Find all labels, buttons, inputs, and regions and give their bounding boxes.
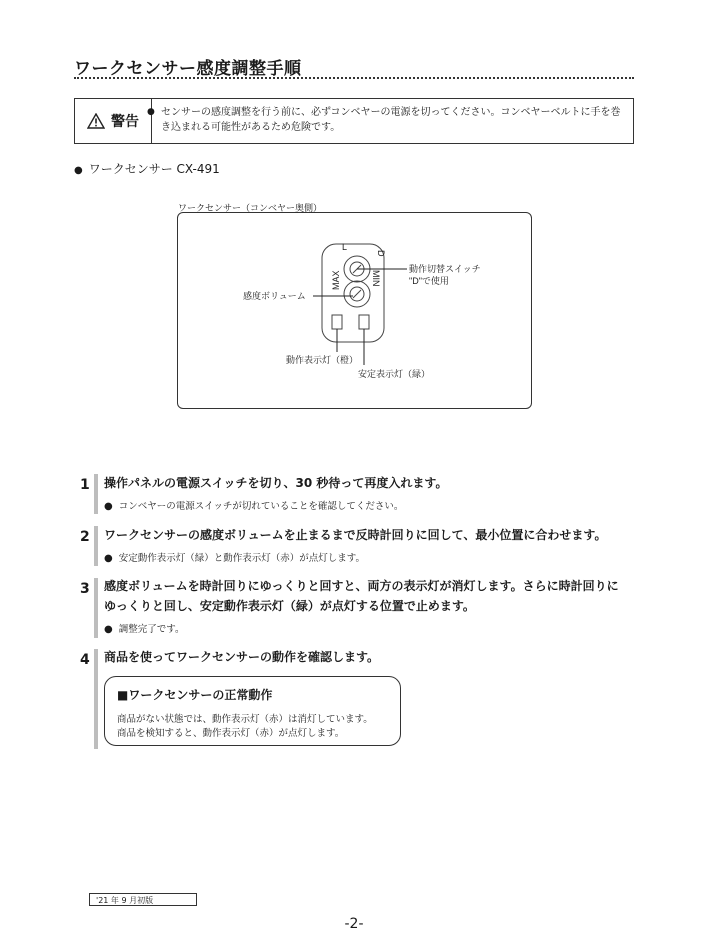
warning-label-cell — [75, 99, 152, 143]
warning-triangle-icon — [87, 113, 105, 129]
step-3-text-line-1: 感度ボリュームを時計回りにゆっくりと回すと、両方の表示灯が消灯します。さらに時計回りに — [104, 579, 619, 593]
normal-operation-line-1: 商品がない状態では、動作表示灯（赤）は消灯しています。 — [117, 714, 373, 725]
volume-label: 感度ボリューム — [243, 291, 306, 301]
label-min: MIN — [371, 270, 381, 287]
step-3-note-line — [104, 621, 184, 635]
warning-label: 警告 — [111, 114, 139, 130]
label-l: L — [342, 242, 348, 252]
page-number: -2- — [344, 916, 364, 932]
step-1-number: 1 — [80, 477, 90, 493]
step-4-bar — [94, 649, 98, 749]
step-1-text: 操作パネルの電源スイッチを切り、30 秒待って再度入れます。 — [104, 476, 448, 490]
label-d: D — [376, 250, 386, 257]
sensor-diagram — [177, 212, 532, 409]
switch-label-1: 動作切替スイッチ — [409, 264, 481, 274]
op-lamp — [332, 315, 342, 329]
normal-operation-title: ■ワークセンサーの正常動作 — [117, 688, 273, 702]
label-max: MAX — [331, 270, 341, 290]
switch-label-2: "D"で使用 — [409, 276, 449, 286]
diagram-caption: ワークセンサー（コンベヤー奥側） — [178, 204, 323, 214]
stable-lamp — [359, 315, 369, 329]
step-1-note-line — [104, 498, 403, 512]
op-lamp-label: 動作表示灯（橙） — [286, 355, 359, 365]
step-2-number: 2 — [80, 529, 90, 545]
title-divider — [74, 77, 634, 79]
step-2-note-line — [104, 550, 365, 564]
warning-text-block — [147, 105, 621, 135]
step-2-bar — [94, 526, 98, 566]
step-4-text: 商品を使ってワークセンサーの動作を確認します。 — [104, 650, 380, 664]
step-1-bar — [94, 474, 98, 514]
bullet-icon: ● — [104, 553, 113, 564]
step-4-number: 4 — [80, 652, 90, 668]
normal-operation-box — [104, 676, 401, 746]
bullet-icon: ● — [74, 165, 83, 176]
step-1-note: コンベヤーの電源スイッチが切れていることを確認してください。 — [118, 501, 404, 512]
sensor-model-label: ワークセンサー CX-491 — [88, 162, 220, 176]
stable-lamp-label: 安定表示灯（緑） — [358, 369, 431, 379]
bullet-icon: ● — [147, 107, 155, 117]
step-3-note: 調整完了です。 — [118, 624, 185, 635]
step-2-note: 安定動作表示灯（緑）と動作表示灯（赤）が点灯します。 — [118, 553, 365, 564]
step-3-bar — [94, 578, 98, 638]
sensor-body — [322, 244, 384, 342]
bullet-icon: ● — [104, 624, 113, 635]
warning-box — [74, 98, 634, 144]
step-2-text: ワークセンサーの感度ボリュームを止まるまで反時計回りに回して、最小位置に合わせます。 — [104, 528, 607, 542]
warning-text: センサーの感度調整を行う前に、必ずコンベヤーの電源を切ってください。コンベヤーベルトに手を巻き込まれる可能性があるため危険です。 — [161, 107, 621, 133]
page-title: ワークセンサー感度調整手順 — [74, 59, 302, 79]
bullet-icon: ● — [104, 501, 113, 512]
sensor-model-line — [74, 160, 220, 177]
step-3-text-line-2: ゆっくりと回し、安定動作表示灯（緑）が点灯する位置で止めます。 — [104, 599, 475, 613]
normal-operation-line-2: 商品を検知すると、動作表示灯（赤）が点灯します。 — [117, 728, 345, 739]
step-3-number: 3 — [80, 581, 90, 597]
edition-label: '21 年 9 月初版 — [89, 893, 197, 906]
